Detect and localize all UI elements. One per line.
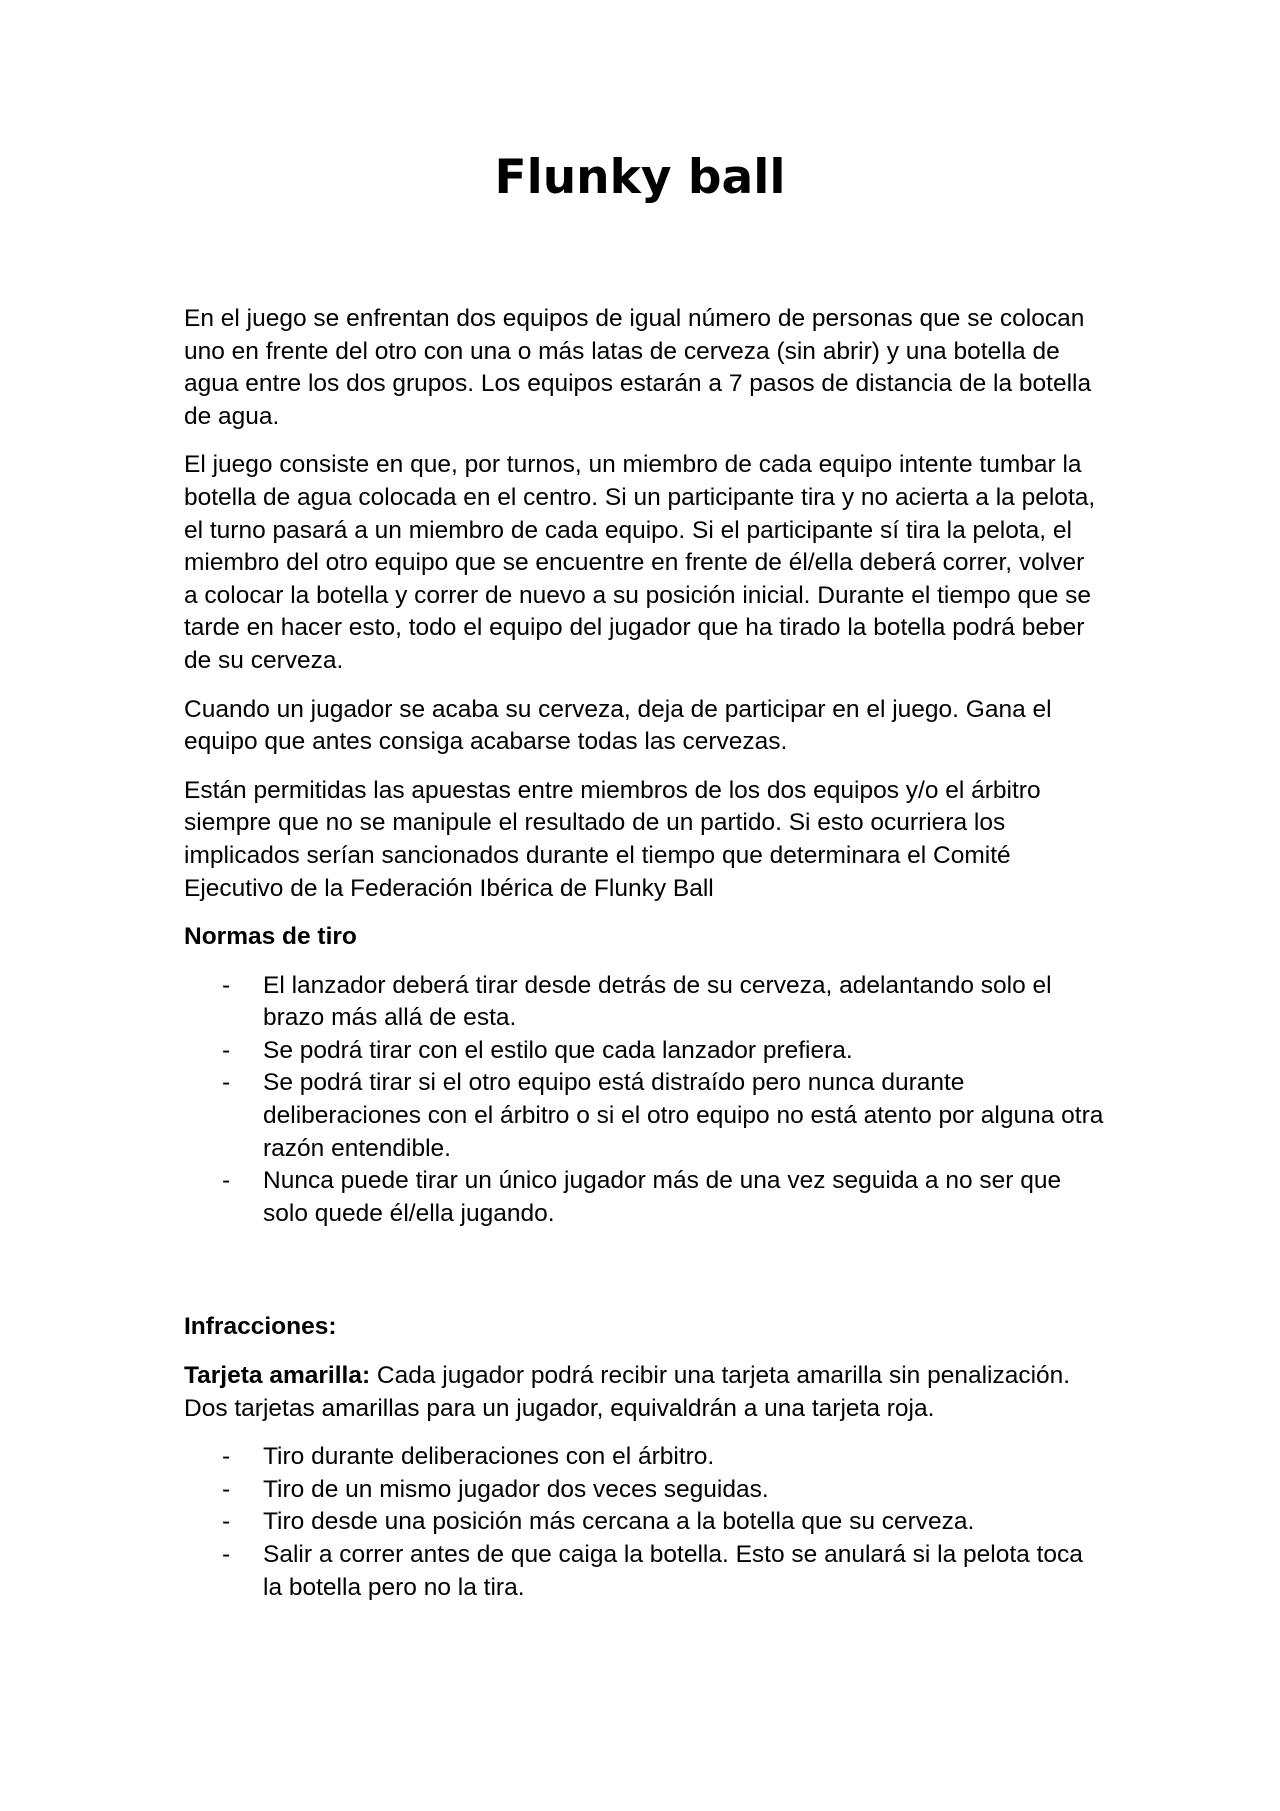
normas-list: [184, 970, 1104, 1231]
infracciones-list: [184, 1441, 1104, 1604]
list-item: [184, 1067, 1104, 1165]
dash-bullet: -: [222, 1167, 231, 1195]
dash-bullet: -: [222, 1443, 231, 1471]
paragraph: En el juego se enfrentan dos equipos de igual número de personas que se colocan uno en frente del otro con una o más latas de cerveza (sin abrir) y una botella de agua entre los dos grupos. Los equipos estarán a 7 pasos de distancia de la botella de agua.: [184, 305, 1092, 430]
list-item: [184, 1165, 1104, 1230]
paragraph: Cuando un jugador se acaba su cerveza, deja de participar en el juego. Gana el equipo que antes consiga acabarse todas las cervezas.: [184, 695, 1052, 756]
yellow-card-paragraph: [184, 1360, 1104, 1425]
document-body: [184, 303, 1104, 1620]
list-item: [184, 1035, 1104, 1068]
blank-line: [184, 1246, 1104, 1311]
list-item-text: Se podrá tirar si el otro equipo está distraído pero nunca durante deliberaciones con el árbitro o si el otro equipo no está atento por alguna otra razón entendible.: [263, 1069, 1104, 1162]
list-item: [184, 1441, 1104, 1474]
list-item: [184, 970, 1104, 1035]
dash-bullet: -: [222, 1069, 231, 1097]
list-item: [184, 1539, 1104, 1604]
paragraph: Están permitidas las apuestas entre miembros de los dos equipos y/o el árbitro siempre que no se manipule el resultado de un partido. Si esto ocurriera los implicados serían sancionados durante el tiempo que determinara el Comité Ejecutivo de la Federación Ibérica de Flunky Ball: [184, 776, 1041, 902]
section-heading-normas: Normas de tiro: [184, 923, 357, 951]
paragraph: El juego consiste en que, por turnos, un miembro de cada equipo intente tumbar la botella de agua colocada en el centro. Si un participante tira y no acierta a la pelota, el turno pasará a un miembro de cada equipo. Si el participante sí tira la pelota, el miembro del otro equipo que se encuentre en frente de él/ella deberá correr, volver a colocar la botella y correr de nuevo a su posición inicial. Durante el tiempo que se tarde en hacer esto, todo el equipo del jugador que ha tirado la botella podrá beber de su cerveza.: [184, 451, 1096, 674]
list-item-text: Nunca puede tirar un único jugador más de una vez seguida a no ser que solo quede él/ella jugando.: [263, 1167, 1062, 1227]
yellow-card-text: Cada jugador podrá recibir una tarjeta amarilla sin penalización. Dos tarjetas amarillas para un jugador, equivaldrán a una tarjeta roja.: [184, 1362, 1071, 1422]
dash-bullet: -: [222, 1541, 231, 1568]
dash-bullet: -: [222, 1475, 231, 1503]
document-title: Flunky ball: [494, 150, 786, 205]
list-item-text: Se podrá tirar con el estilo que cada lanzador prefiera.: [263, 1036, 853, 1064]
list-item-text: Tiro desde una posición más cercana a la botella que su cerveza.: [263, 1508, 975, 1536]
dash-bullet: -: [222, 971, 231, 999]
list-item: [184, 1474, 1104, 1507]
list-item-text: Tiro de un mismo jugador dos veces seguidas.: [263, 1475, 769, 1503]
list-item-text: Tiro durante deliberaciones con el árbitro.: [263, 1443, 715, 1471]
list-item-text: Salir a correr antes de que caiga la botella. Esto se anulará si la pelota toca la botella pero no la tira.: [263, 1541, 1083, 1601]
dash-bullet: -: [222, 1508, 231, 1536]
yellow-card-label: Tarjeta amarilla:: [184, 1362, 371, 1390]
list-item-text: El lanzador deberá tirar desde detrás de su cerveza, adelantando solo el brazo más allá de esta.: [263, 971, 1052, 1032]
section-heading-infracciones: Infracciones:: [184, 1313, 337, 1341]
dash-bullet: -: [222, 1036, 231, 1064]
list-item: [184, 1506, 1104, 1539]
